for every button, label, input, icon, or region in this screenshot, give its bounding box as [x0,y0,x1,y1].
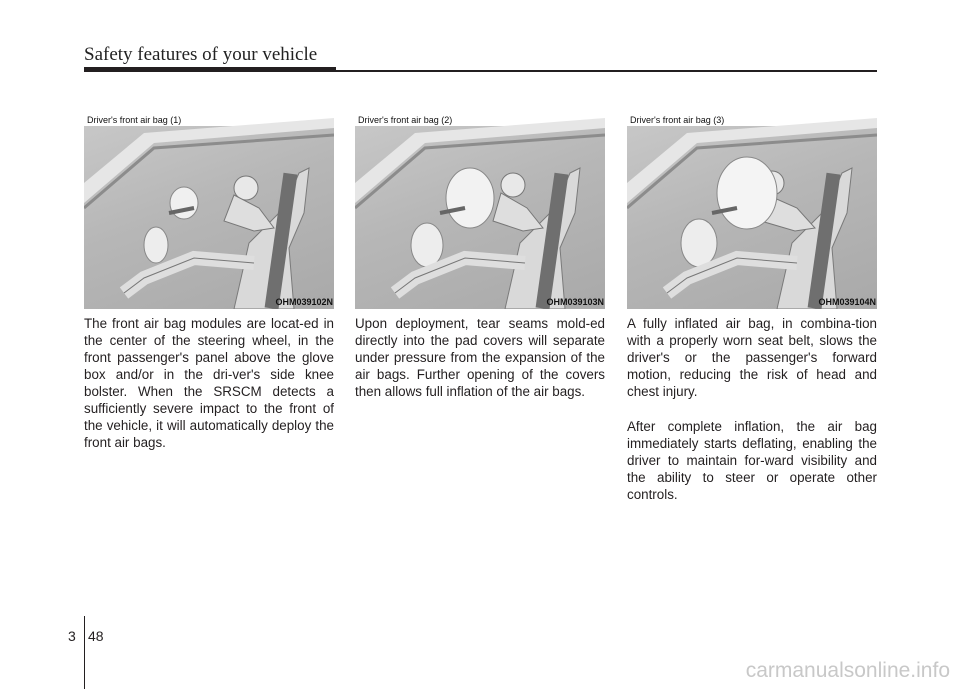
figure-code: OHM039104N [818,297,876,307]
page-header-title: Safety features of your vehicle [84,44,318,65]
figure-airbag-2 [355,113,605,309]
body-paragraph: A fully inflated air bag, in combina-tion with a properly worn seat belt, slows the driver's or the passenger's forward motion, reducing the risk of head and chest injury. [627,316,877,399]
footer-rule [84,616,85,689]
figure-code: OHM039102N [275,297,333,307]
body-paragraph: After complete inflation, the air bag immediately starts deflating, enabling the driver to maintain for-ward visibility and the ability to steer or operate other controls. [627,419,877,502]
figure-caption: Driver's front air bag (3) [630,115,725,125]
figure-caption: Driver's front air bag (2) [358,115,453,125]
column-1 [84,113,334,451]
figure-code: OHM039103N [546,297,604,307]
figure-airbag-1 [84,113,334,309]
header-rule-thin [84,70,877,72]
column-2 [355,113,605,400]
figure-airbag-3 [627,113,877,309]
watermark: carmanualsonline.info [745,659,950,682]
airbag-illustration-1 [84,113,334,309]
body-paragraph: The front air bag modules are locat-ed in the center of the steering wheel, in the front passenger's panel above the glove box and/or in the dri-ver's side knee bolster. When the SRSCM detects a sufficiently severe impact to the front of the vehicle, it will automatically deploy the front air bags. [84,316,334,450]
airbag-illustration-2 [355,113,605,309]
body-paragraph: Upon deployment, tear seams mold-ed directly into the pad covers will separate under pressure from the expansion of the air bags. Further opening of the covers then allows full inflation of the air bags. [355,316,605,399]
figure-caption: Driver's front air bag (1) [87,115,182,125]
airbag-illustration-3 [627,113,877,309]
column-3 [627,113,877,503]
page-number: 48 [88,628,104,644]
section-number: 3 [68,628,76,644]
